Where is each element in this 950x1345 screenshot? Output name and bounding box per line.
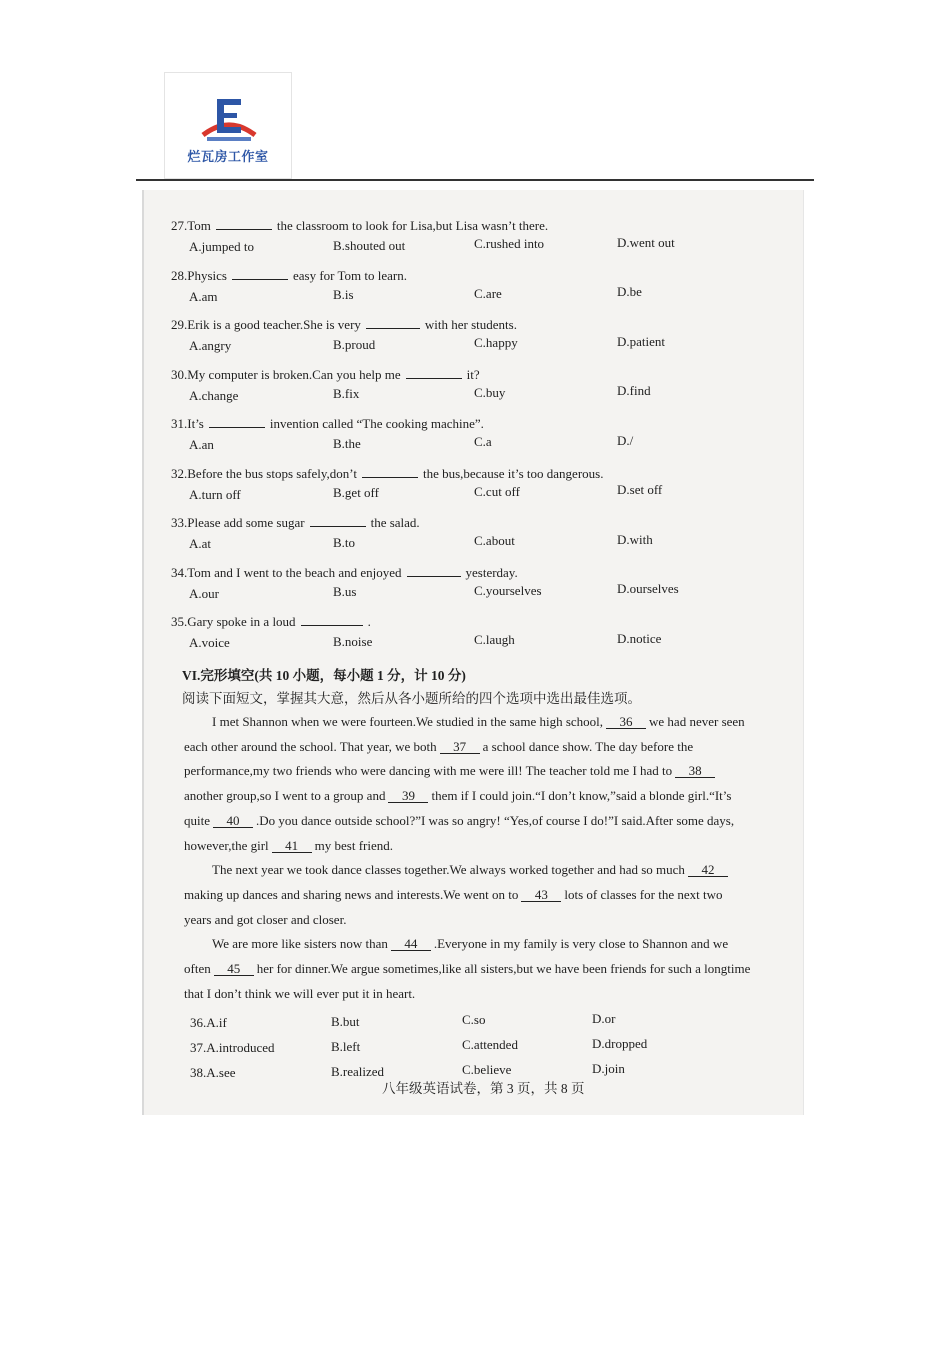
answer-option: D.set off — [617, 482, 663, 497]
answer-blank — [407, 565, 461, 577]
passage-text: my best friend. — [314, 837, 394, 853]
answer-option: B.get off — [333, 485, 379, 500]
question-text: 34.Tom and I went to the beach and enjoyed — [171, 564, 402, 580]
answer-option: C.buy — [474, 384, 506, 400]
question-text: the classroom to look for Lisa,but Lisa wasn’t there. — [276, 218, 549, 233]
question-stem — [171, 565, 518, 581]
passage-text: another group,so I went to a group and — [184, 788, 386, 804]
cloze-blank-number: 43 — [521, 889, 561, 902]
answer-option: A.our — [189, 585, 219, 601]
passage-text: often — [184, 961, 211, 976]
cloze-option: D.join — [592, 1060, 625, 1076]
cloze-blank-number: 41 — [272, 840, 312, 853]
answer-option: B.is — [333, 287, 354, 302]
passage-text: them if I could join.“I don’t know,”said a blonde girl.“It’s — [431, 788, 732, 804]
passage-text: performance,my two friends who were dancing with me were ill! The teacher told me I had to — [184, 763, 673, 779]
question-stem — [171, 515, 420, 531]
answer-option: A.turn off — [189, 486, 241, 502]
passage-text: .Everyone in my family is very close to Shannon and we — [433, 936, 729, 952]
answer-option: B.fix — [333, 386, 360, 401]
answer-option: D.be — [617, 284, 642, 299]
passage-line — [212, 862, 731, 878]
answer-option: C.happy — [474, 335, 518, 350]
passage-text: years and got closer and closer. — [184, 911, 347, 927]
answer-option: D./ — [617, 432, 634, 448]
cloze-option: C.attended — [462, 1037, 518, 1052]
answer-option: B.the — [333, 435, 361, 451]
question-stem — [171, 268, 407, 284]
question-stem — [171, 218, 548, 234]
question-text: invention called “The cooking machine”. — [269, 416, 484, 431]
passage-text: .Do you dance outside school?”I was so angry! “Yes,of course I do!”I said.After some days, — [256, 812, 735, 828]
header-divider — [136, 179, 814, 181]
cloze-blank-number: 37 — [440, 741, 480, 754]
answer-option: C.a — [474, 434, 492, 449]
section-instruction: 阅读下面短文，掌握其大意，然后从各小题所给的四个选项中选出最佳选项。 — [182, 691, 641, 706]
cloze-option: D.dropped — [592, 1035, 648, 1051]
answer-option: B.us — [333, 584, 357, 599]
passage-text: making up dances and sharing news and interests.We went on to — [184, 886, 519, 902]
answer-option: A.angry — [189, 338, 232, 353]
question-text: 30.My computer is broken.Can you help me — [171, 366, 401, 382]
answer-blank — [366, 317, 420, 329]
question-stem — [171, 367, 480, 383]
answer-option: C.yourselves — [474, 582, 542, 598]
question-text: the bus,because it’s too dangerous. — [422, 465, 604, 481]
cloze-blank-number: 36 — [606, 716, 646, 729]
passage-text: however,the girl — [184, 837, 269, 853]
answer-option: C.rushed into — [474, 236, 545, 251]
cloze-blank-number: 44 — [391, 938, 431, 951]
question-text: 32.Before the bus stops safely,don’t — [171, 465, 357, 481]
answer-option: D.patient — [617, 333, 666, 349]
passage-text: The next year we took dance classes together.We always worked together and had so much — [212, 862, 685, 878]
passage-line — [184, 986, 415, 1002]
cloze-option: B.left — [331, 1038, 361, 1054]
question-text: 31.It’s — [171, 416, 204, 431]
passage-line — [184, 763, 718, 779]
answer-option: A.change — [189, 387, 239, 403]
answer-option: A.at — [189, 536, 212, 551]
cloze-option: 37.A.introduced — [190, 1040, 275, 1055]
answer-option: D.find — [617, 383, 651, 398]
answer-option: B.noise — [333, 633, 373, 649]
answer-option: C.about — [474, 533, 515, 548]
answer-blank — [216, 218, 272, 230]
question-text: easy for Tom to learn. — [292, 267, 407, 283]
answer-blank — [209, 416, 265, 428]
answer-option: C.laugh — [474, 632, 515, 647]
passage-line — [184, 887, 722, 903]
answer-option: B.to — [333, 534, 356, 550]
question-text: it? — [466, 366, 480, 382]
passage-line — [184, 813, 734, 829]
passage-text: quite — [184, 812, 210, 828]
answer-blank — [310, 515, 366, 527]
answer-option: C.cut off — [474, 483, 520, 499]
question-text: 35.Gary spoke in a loud — [171, 614, 296, 629]
answer-blank — [232, 268, 288, 280]
passage-line — [212, 936, 728, 952]
cloze-blank-number: 42 — [688, 864, 728, 877]
passage-text: that I don’t think we will ever put it in heart. — [184, 985, 416, 1001]
question-text: . — [367, 614, 371, 629]
cloze-option: B.realized — [331, 1063, 385, 1079]
passage-text: we had never seen — [649, 714, 745, 729]
answer-option: B.shouted out — [333, 237, 406, 253]
answer-blank — [362, 466, 418, 478]
question-text: 27.Tom — [171, 218, 211, 233]
answer-option: A.am — [189, 288, 218, 304]
answer-option: A.voice — [189, 635, 230, 650]
passage-line — [212, 714, 745, 730]
logo-text: 烂瓦房工作室 — [187, 149, 269, 164]
question-stem — [171, 614, 371, 630]
cloze-option: D.or — [592, 1010, 616, 1026]
question-text: the salad. — [370, 515, 420, 530]
cloze-blank-number: 39 — [388, 790, 428, 803]
cloze-blank-number: 45 — [214, 963, 254, 976]
answer-option: D.went out — [617, 234, 675, 250]
answer-option: D.with — [617, 531, 653, 547]
passage-line — [184, 739, 693, 755]
answer-option: C.are — [474, 285, 502, 301]
cloze-blank-number: 38 — [675, 765, 715, 778]
answer-option: A.jumped to — [189, 239, 254, 254]
answer-option: B.proud — [333, 336, 376, 352]
passage-text: a school dance show. The day before the — [482, 738, 694, 754]
answer-blank — [301, 614, 363, 626]
passage-line — [184, 912, 346, 928]
cloze-option: 38.A.see — [190, 1065, 236, 1080]
exam-page-scan — [142, 190, 804, 1115]
question-text: 28.Physics — [171, 267, 227, 283]
question-stem — [171, 317, 517, 333]
page-footer: 八年级英语试卷，第 3 页，共 8 页 — [382, 1081, 585, 1096]
question-text: 29.Erik is a good teacher.She is very — [171, 317, 361, 332]
cloze-option: B.but — [331, 1013, 360, 1029]
passage-text: lots of classes for the next two — [564, 886, 723, 902]
passage-text: each other around the school. That year, we both — [184, 738, 437, 754]
question-text: yesterday. — [465, 564, 518, 580]
question-stem — [171, 466, 603, 482]
answer-blank — [406, 367, 462, 379]
question-stem — [171, 416, 484, 432]
section-heading: VI.完形填空(共 10 小题，每小题 1 分，计 10 分) — [182, 668, 466, 683]
question-text: with her students. — [424, 317, 517, 332]
answer-option: A.an — [189, 437, 214, 452]
question-text: 33.Please add some sugar — [171, 515, 305, 530]
passage-text: We are more like sisters now than — [212, 936, 388, 952]
passage-text: her for dinner.We argue sometimes,like all sisters,but we have been friends for such a longtime — [256, 961, 751, 976]
passage-text: I met Shannon when we were fourteen.We studied in the same high school, — [212, 714, 604, 729]
publisher-logo — [164, 72, 292, 179]
passage-line — [184, 788, 731, 804]
passage-line — [184, 961, 750, 977]
answer-option: D.notice — [617, 630, 662, 646]
answer-option: D.ourselves — [617, 581, 679, 596]
cloze-blank-number: 40 — [213, 815, 253, 828]
logo-emblem-icon — [193, 95, 265, 145]
passage-line — [184, 838, 393, 854]
cloze-option: C.so — [462, 1012, 486, 1027]
cloze-option: 36.A.if — [190, 1015, 227, 1030]
cloze-option: C.believe — [462, 1062, 512, 1077]
